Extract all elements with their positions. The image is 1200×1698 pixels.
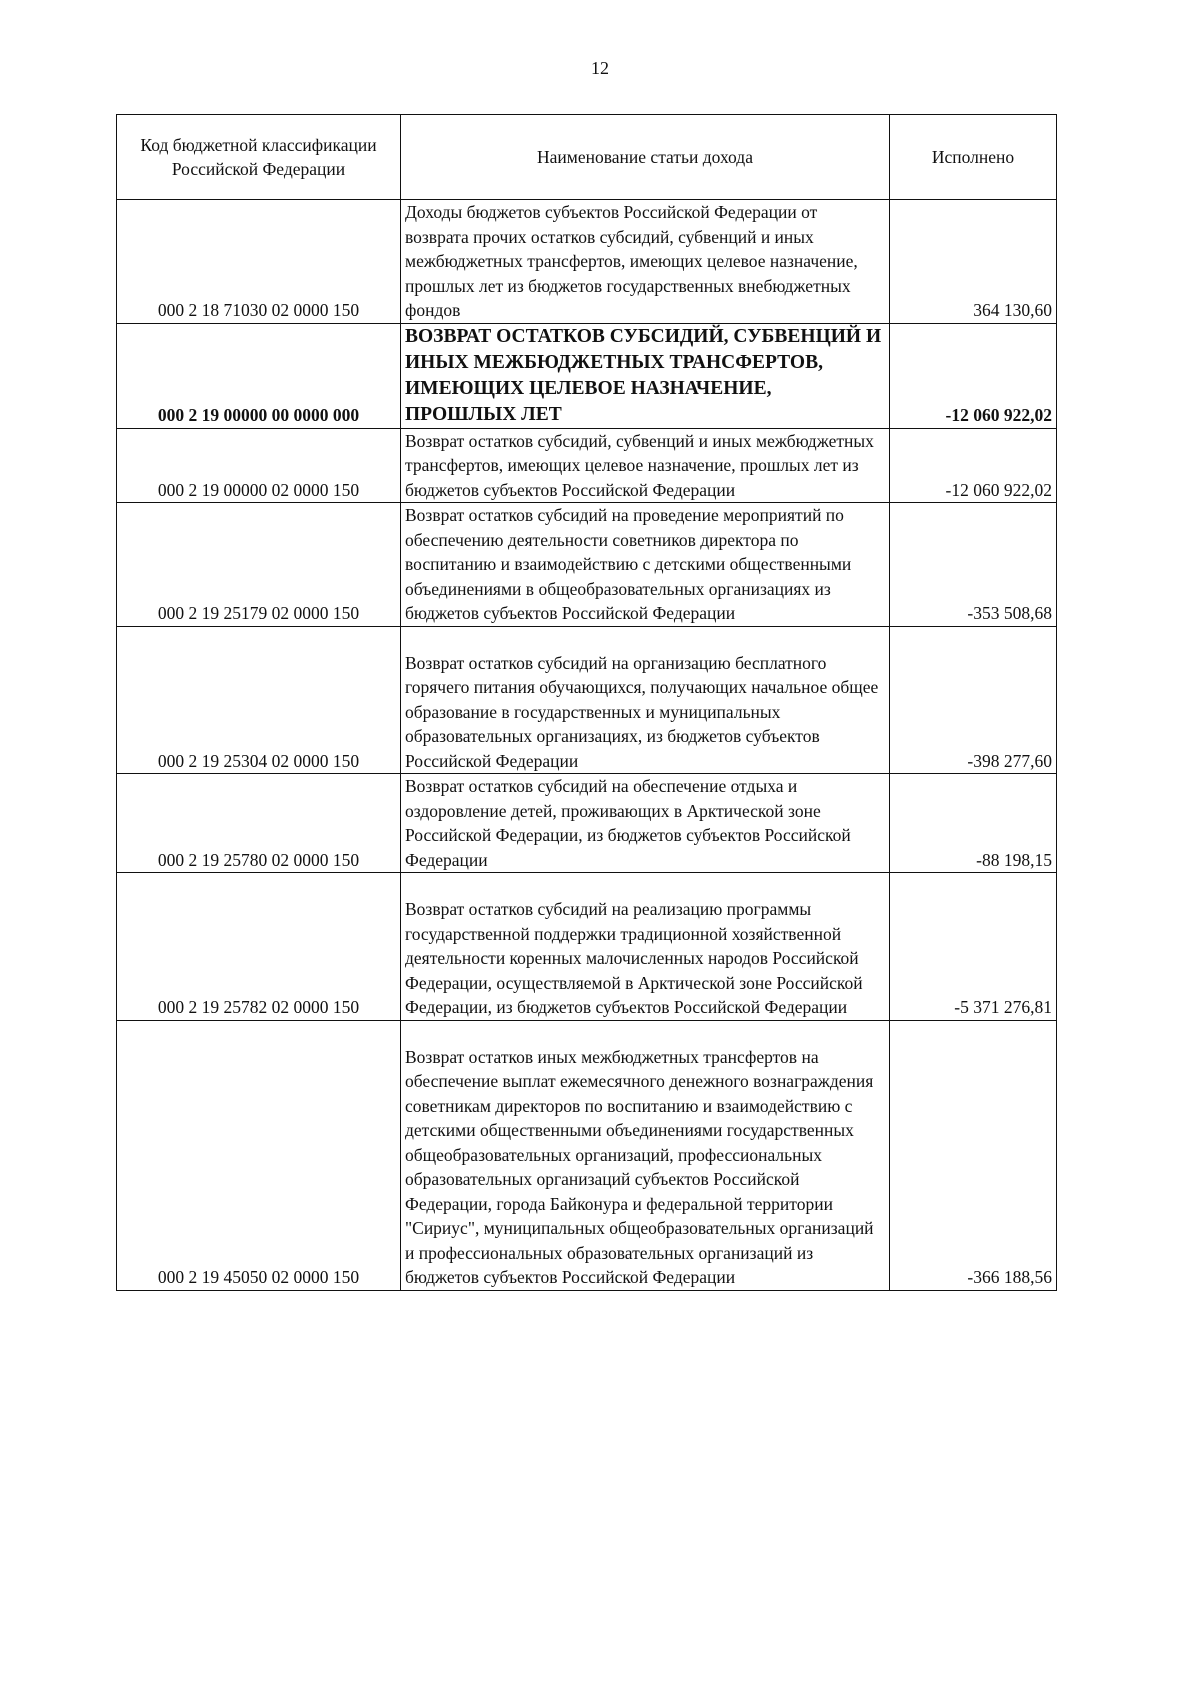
table-row xyxy=(117,626,1057,774)
row-code: 000 2 19 25179 02 0000 150 xyxy=(117,503,401,627)
table-header-row xyxy=(117,115,1057,200)
table-row xyxy=(117,503,1057,627)
spacer xyxy=(405,1021,885,1045)
table-row xyxy=(117,200,1057,324)
table-row xyxy=(117,1020,1057,1290)
row-code: 000 2 19 00000 02 0000 150 xyxy=(117,428,401,503)
header-amount: Исполнено xyxy=(890,115,1057,200)
row-name: Возврат остатков иных межбюджетных трансфертов на обеспечение выплат ежемесячного денежного вознаграждения советникам директоров по воспитанию и взаимодействию с детскими общественными объединениями государственных общеобразовательных организаций, профессиональных образовательных организаций субъектов Российской Федерации, города Байконура и федеральной территории "Сириус", муниципальных общеобразовательных организаций и профессиональных образовательных организаций из бюджетов субъектов Российской Федерации xyxy=(405,1046,874,1287)
row-name: Доходы бюджетов субъектов Российской Федерации от возврата прочих остатков субсидий, субвенций и иных межбюджетных трансфертов, имеющих целевое назначение, прошлых лет из бюджетов государственных внебюджетных фондов xyxy=(401,200,890,324)
row-name: Возврат остатков субсидий на реализацию программы государственной поддержки традиционной хозяйственной деятельности коренных малочисленных народов Российской Федерации, осуществляемой в Арктической зоне Российской Федерации, из бюджетов субъектов Российской Федерации xyxy=(405,899,863,1017)
row-amount: -12 060 922,02 xyxy=(890,428,1057,503)
header-name: Наименование статьи дохода xyxy=(401,115,890,200)
table-row xyxy=(117,428,1057,503)
row-code: 000 2 19 25782 02 0000 150 xyxy=(117,873,401,1021)
header-code: Код бюджетной классификации Российской Федерации xyxy=(117,115,401,200)
spacer xyxy=(405,627,885,651)
row-amount: -366 188,56 xyxy=(890,1020,1057,1290)
revenue-table xyxy=(116,114,1057,1291)
row-name: Возврат остатков субсидий на организацию бесплатного горячего питания обучающихся, получающих начальное общее образование в государственных и муниципальных образовательных организациях, из бюджетов субъектов Российской Федерации xyxy=(405,652,879,771)
row-amount: -398 277,60 xyxy=(890,626,1057,774)
row-amount: -5 371 276,81 xyxy=(890,873,1057,1021)
row-code: 000 2 19 25780 02 0000 150 xyxy=(117,774,401,873)
row-name: Возврат остатков субсидий на проведение мероприятий по обеспечению деятельности советников директора по воспитанию и взаимодействию с детскими общественными объединениями в общеобразовательных организациях из бюджетов субъектов Российской Федерации xyxy=(401,503,890,627)
row-code: 000 2 19 45050 02 0000 150 xyxy=(117,1020,401,1290)
row-name: Возврат остатков субсидий, субвенций и иных межбюджетных трансфертов, имеющих целевое назначение, прошлых лет из бюджетов субъектов Российской Федерации xyxy=(401,428,890,503)
row-amount: 364 130,60 xyxy=(890,200,1057,324)
row-code: 000 2 19 00000 00 0000 000 xyxy=(117,323,401,428)
row-code: 000 2 18 71030 02 0000 150 xyxy=(117,200,401,324)
row-name: ВОЗВРАТ ОСТАТКОВ СУБСИДИЙ, СУБВЕНЦИЙ И ИНЫХ МЕЖБЮДЖЕТНЫХ ТРАНСФЕРТОВ, ИМЕЮЩИХ ЦЕЛЕВОЕ НАЗНАЧЕНИЕ, ПРОШЛЫХ ЛЕТ xyxy=(401,323,890,428)
row-name-cell xyxy=(401,873,890,1021)
row-name-cell xyxy=(401,626,890,774)
spacer xyxy=(405,873,885,897)
table-row xyxy=(117,774,1057,873)
row-amount: -12 060 922,02 xyxy=(890,323,1057,428)
table-row-total xyxy=(117,323,1057,428)
row-name: Возврат остатков субсидий на обеспечение отдыха и оздоровление детей, проживающих в Арктической зоне Российской Федерации, из бюджетов субъектов Российской Федерации xyxy=(401,774,890,873)
row-amount: -88 198,15 xyxy=(890,774,1057,873)
page-number: 12 xyxy=(591,58,609,78)
table-row xyxy=(117,873,1057,1021)
row-amount: -353 508,68 xyxy=(890,503,1057,627)
row-name-cell xyxy=(401,1020,890,1290)
row-code: 000 2 19 25304 02 0000 150 xyxy=(117,626,401,774)
